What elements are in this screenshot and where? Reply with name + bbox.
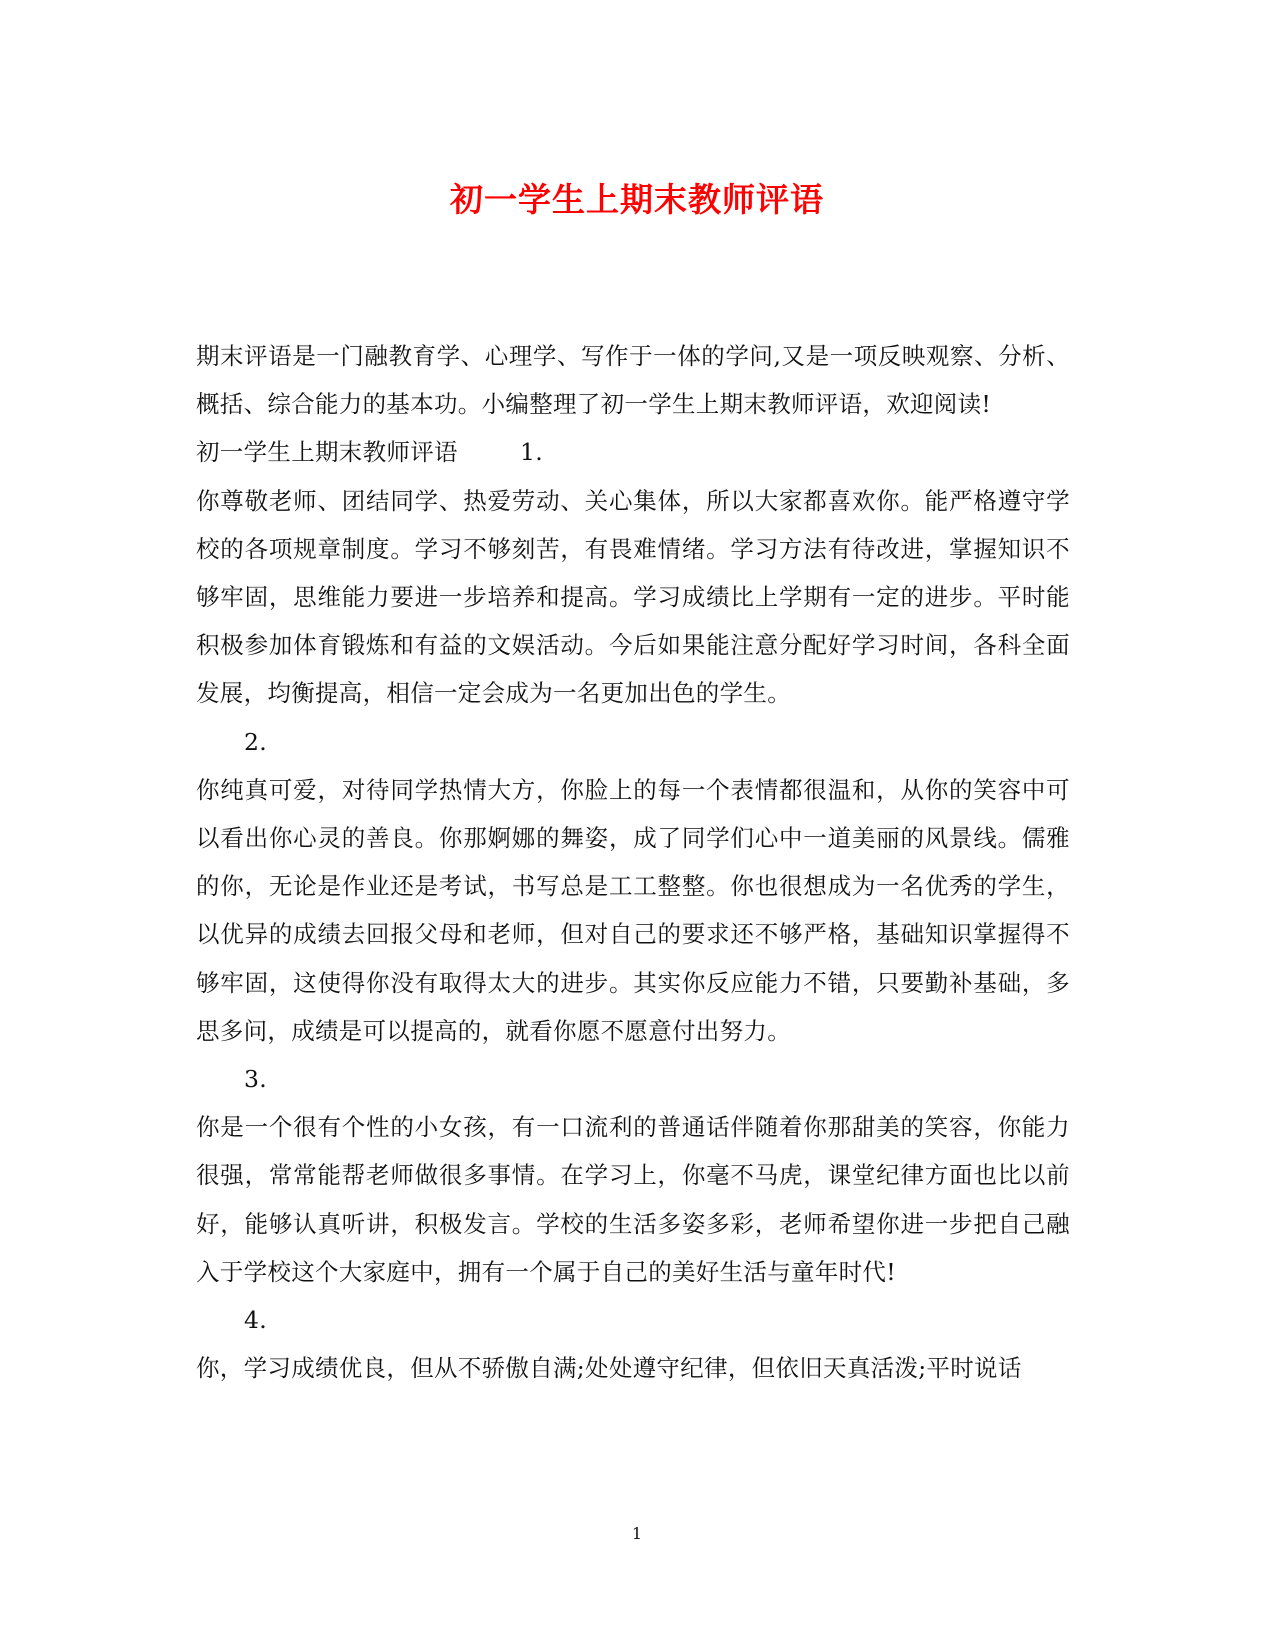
section-heading: 初一学生上期末教师评语 bbox=[196, 438, 458, 467]
intro-paragraph: 期末评语是一门融教育学、心理学、写作于一体的学问,又是一项反映观察、分析、概括、综合能力的基本功。小编整理了初一学生上期末教师评语，欢迎阅读! bbox=[196, 342, 1070, 419]
item-number-1: 1. bbox=[519, 438, 544, 467]
item-number-4: 4. bbox=[244, 1306, 268, 1335]
document-title: 初一学生上期末教师评语 bbox=[450, 180, 824, 219]
comment-paragraph-1: 你尊敬老师、团结同学、热爱劳动、关心集体，所以大家都喜欢你。能严格遵守学校的各项规章制度。学习不够刻苦，有畏难情绪。学习方法有待改进，掌握知识不够牢固，思维能力要进一步培养和提高。学习成绩比上学期有一定的进步。平时能积极参加体育锻炼和有益的文娱活动。今后如果能注意分配好学习时间，各科全面发展，均衡提高，相信一定会成为一名更加出色的学生。 bbox=[196, 486, 1070, 708]
item-number-3: 3. bbox=[244, 1065, 268, 1094]
comment-paragraph-3: 你是一个很有个性的小女孩，有一口流利的普通话伴随着你那甜美的笑容，你能力很强，常常能帮老师做很多事情。在学习上，你毫不马虎，课堂纪律方面也比以前好，能够认真听讲，积极发言。学校的生活多姿多彩，老师希望你进一步把自己融入于学校这个大家庭中，拥有一个属于自己的美好生活与童年时代! bbox=[196, 1113, 1070, 1286]
comment-paragraph-4: 你，学习成绩优良，但从不骄傲自满;处处遵守纪律，但依旧天真活泼;平时说话 bbox=[196, 1354, 1022, 1383]
comment-paragraph-2: 你纯真可爱，对待同学热情大方，你脸上的每一个表情都很温和，从你的笑容中可以看出你心灵的善良。你那婀娜的舞姿，成了同学们心中一道美丽的风景线。儒雅的你，无论是作业还是考试，书写总是工工整整。你也很想成为一名优秀的学生，以优异的成绩去回报父母和老师，但对自己的要求还不够严格，基础知识掌握得不够牢固，这使得你没有取得太大的进步。其实你反应能力不错，只要勤补基础，多思多问，成绩是可以提高的，就看你愿不愿意付出努力。 bbox=[196, 775, 1070, 1045]
item-number-2: 2. bbox=[244, 727, 268, 756]
section-heading-line bbox=[196, 428, 1070, 476]
page-number: 1 bbox=[631, 1524, 643, 1543]
document-body bbox=[196, 332, 1070, 1392]
